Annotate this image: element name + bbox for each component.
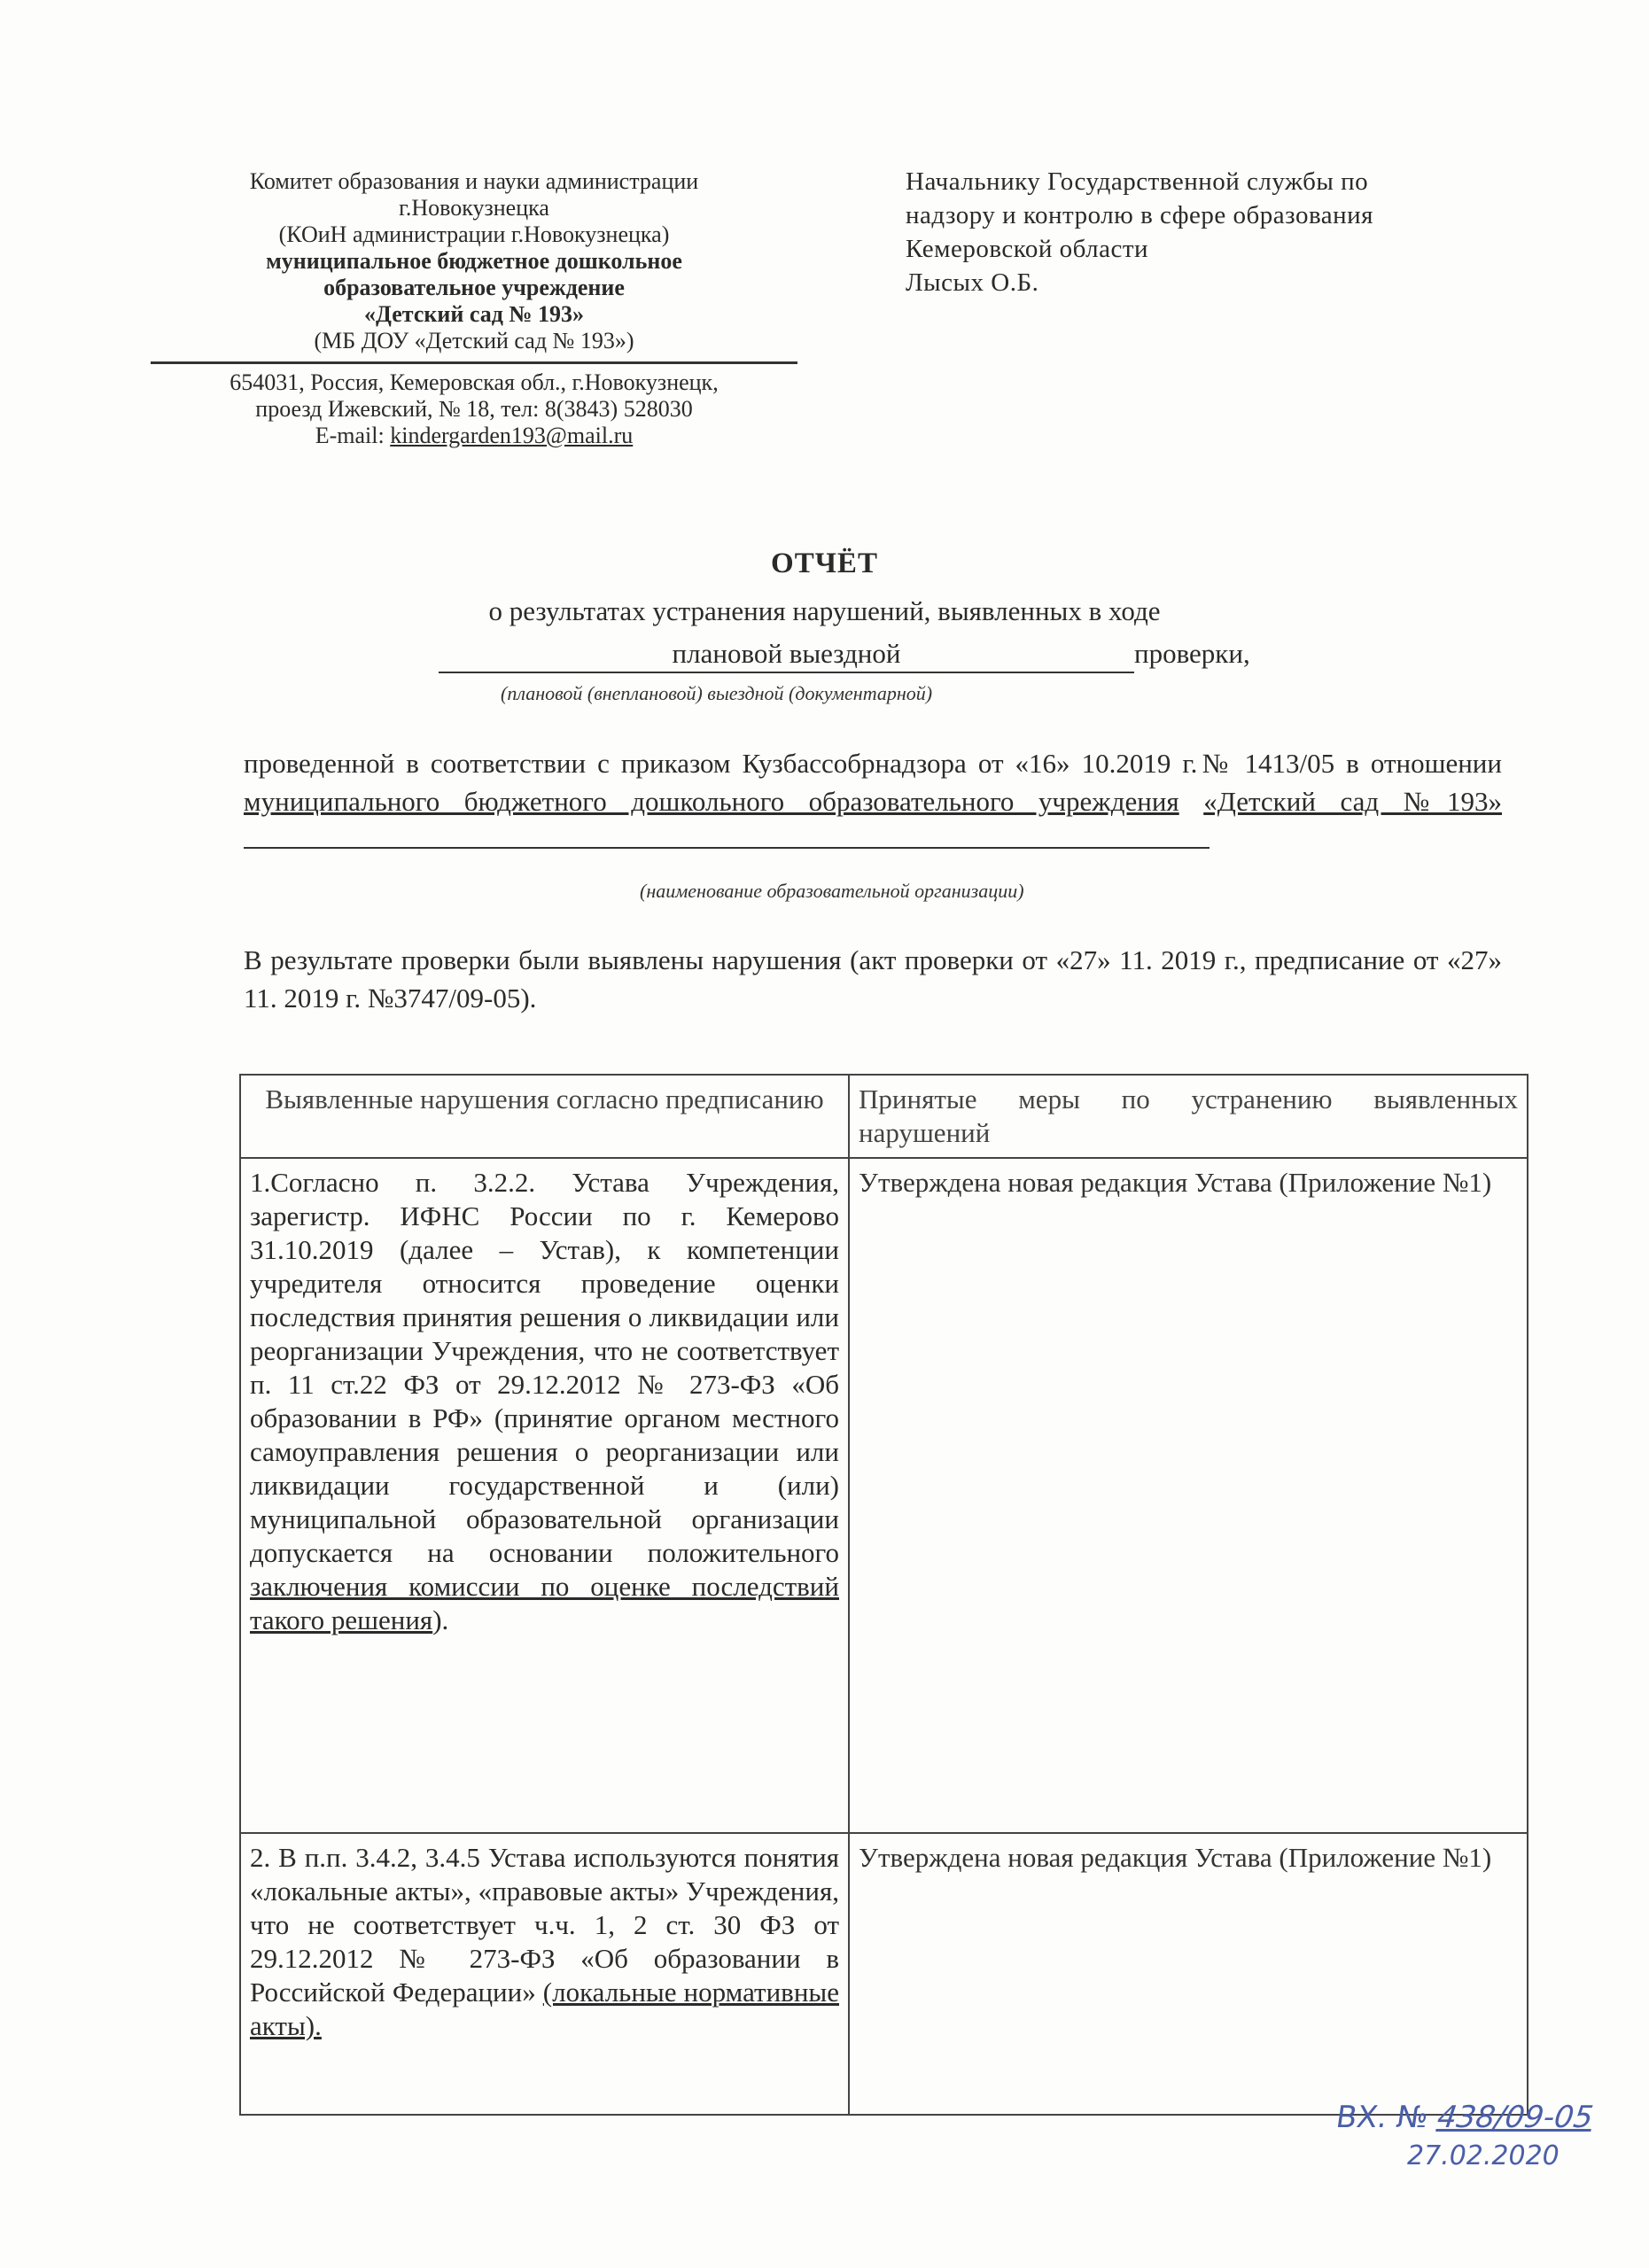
sender-divider <box>151 361 797 364</box>
violation-end: ). <box>432 1604 449 1635</box>
stamp-prefix: ВХ. № <box>1334 2100 1431 2135</box>
org-name-blank <box>244 824 1210 849</box>
result-paragraph: В результате проверки были выявлены нарушения (акт проверки от «27» 11. 2019 г., предписание от «27» 11. 2019 г. №3747/09-05). <box>244 944 1502 1014</box>
header-measures: Принятые меры по устранению выявленных нарушений <box>849 1075 1528 1158</box>
sender-line: Комитет образования и науки администрации <box>249 168 699 194</box>
violations-table <box>239 1074 1528 2116</box>
org-name: муниципального бюджетного дошкольного образовательного учреждения <box>244 786 1179 817</box>
org-name-hint: (наименование образовательной организации) <box>640 880 1024 902</box>
org-name-short: «Детский сад №193» <box>1203 786 1502 817</box>
sender-address: проезд Ижевский, № 18, тел: 8(3843) 528030 <box>255 396 693 422</box>
violation-text: 2. В п.п. 3.4.2, 3.4.5 Устава используются понятия «локальные акты», «правовые акты» Учреждения, что не соответствует ч.ч. 1, 2 ст. 30 ФЗ от 29.12.2012 № 273-ФЗ «Об образовании в Российской Федерации» <box>250 1842 839 2008</box>
header-violations: Выявленные нарушения согласно предписанию <box>240 1075 849 1158</box>
order-paragraph <box>244 744 1502 858</box>
document-title: ОТЧЁТ <box>771 548 878 579</box>
recipient-name: Лысых О.Б. <box>906 268 1039 297</box>
document-subtitle: о результатах устранения нарушений, выявленных в ходе <box>488 595 1161 626</box>
table-row <box>240 1158 1528 1833</box>
stamp-number-line <box>1334 2100 1622 2135</box>
check-type-suffix: проверки, <box>1134 638 1250 669</box>
sender-org-line: муниципальное бюджетное дошкольное <box>266 248 682 274</box>
recipient-block <box>906 165 1526 299</box>
measure-cell: Утверждена новая редакция Устава (Приложение №1) <box>849 1158 1528 1833</box>
table-header-row <box>240 1075 1528 1158</box>
check-type-value: плановой выездной <box>439 636 1134 673</box>
violation-text: 1.Согласно п. 3.2.2. Устава Учреждения, зарегистр. ИФНС России по г. Кемерово 31.10.2019 (далее – Устав), к компетенции учредителя относится проведение оценки последствия принятия решения о ликвидации или реорганизации Учреждения, что не соответствует п. 11 ст.22 ФЗ от 29.12.2012 № 273-ФЗ «Об образовании в РФ» (принятие органом местного самоуправления решения о реорганизации или ликвидации государственной и (или) муниципальной образовательной организации допускается на основании положительного <box>250 1167 839 1568</box>
sender-address: 654031, Россия, Кемеровская обл., г.Новокузнецк, <box>229 369 719 395</box>
email-link[interactable]: kindergarden193@mail.ru <box>390 423 634 448</box>
email-label: E-mail: <box>315 423 391 448</box>
sender-block <box>151 168 797 449</box>
stamp-number: 438/09-05 <box>1435 2100 1596 2135</box>
sender-line: (КОиН администрации г.Новокузнецка) <box>278 221 670 247</box>
sender-org-line: образовательное учреждение <box>323 275 625 300</box>
recipient-line: Кемеровской области <box>906 235 1149 263</box>
recipient-line: надзору и контролю в сфере образования <box>906 201 1374 229</box>
table-row <box>240 1833 1528 2115</box>
order-text: проведенной в соответствии с приказом Кузбассобрнадзора от «16» 10.2019 г.№ 1413/05 в отношении <box>244 748 1502 779</box>
violation-underlined: заключения комиссии по оценке последствий такого решения <box>250 1571 839 1635</box>
check-type-hint: (плановой (внеплановой) выездной (документарной) <box>501 682 933 704</box>
stamp-date: 27.02.2020 <box>1407 2140 1560 2171</box>
violation-cell <box>240 1833 849 2115</box>
violation-underlined: (локальные нормативные акты). <box>250 1977 839 2041</box>
incoming-stamp <box>1336 2100 1620 2171</box>
sender-line: г.Новокузнецка <box>399 195 549 221</box>
check-type-line <box>439 636 1307 673</box>
measure-cell: Утверждена новая редакция Устава (Приложение №1) <box>849 1833 1528 2115</box>
sender-short-name: (МБ ДОУ «Детский сад № 193») <box>314 328 634 353</box>
sender-org-line: «Детский сад № 193» <box>364 301 584 327</box>
recipient-line: Начальнику Государственной службы по <box>906 167 1369 196</box>
sender-email-line <box>151 423 797 449</box>
violation-cell <box>240 1158 849 1833</box>
